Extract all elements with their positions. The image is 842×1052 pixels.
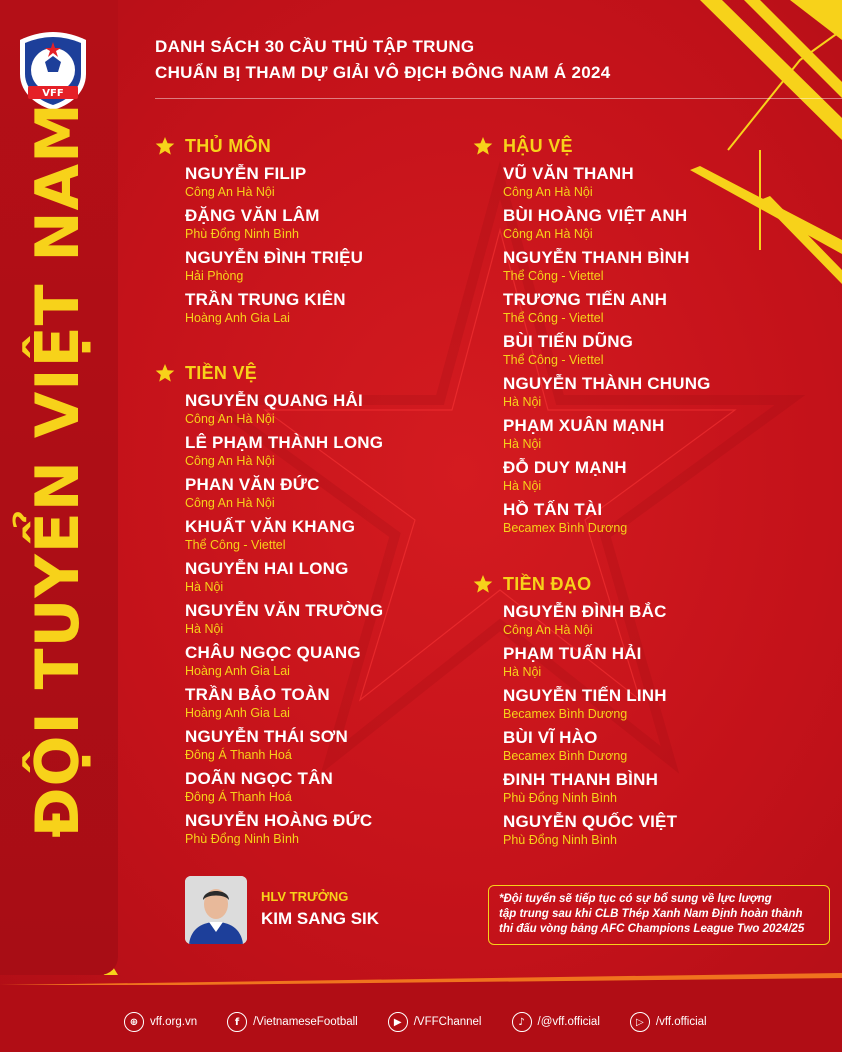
note-line-1: *Đội tuyển sẽ tiếp tục có sự bổ sung về lực lượng bbox=[499, 893, 772, 905]
social-text: /VFFChannel bbox=[413, 1016, 482, 1028]
player-name: TRẦN TRUNG KIÊN bbox=[185, 290, 346, 309]
player-item bbox=[503, 163, 711, 205]
player-name: HỒ TẤN TÀI bbox=[503, 500, 603, 519]
player-item bbox=[185, 642, 383, 684]
tiktok-icon: ♪ bbox=[512, 1012, 532, 1032]
player-name: NGUYỄN ĐÌNH TRIỆU bbox=[185, 248, 364, 267]
player-name: NGUYỄN THÁI SƠN bbox=[185, 727, 348, 746]
player-club: Phù Đổng Ninh Bình bbox=[185, 227, 299, 241]
player-name: NGUYỄN FILIP bbox=[185, 164, 307, 183]
player-club: Hà Nội bbox=[185, 622, 224, 636]
player-name: NGUYỄN VĂN TRƯỜNG bbox=[185, 601, 384, 620]
player-name: KHUẤT VĂN KHANG bbox=[185, 517, 356, 536]
youtube-icon: ▶ bbox=[388, 1012, 408, 1032]
social-text: /@vff.official bbox=[537, 1016, 600, 1028]
player-club: Công An Hà Nội bbox=[503, 623, 593, 637]
player-item bbox=[185, 205, 363, 247]
social-text: /VietnameseFootball bbox=[253, 1016, 358, 1028]
player-name: VŨ VĂN THANH bbox=[503, 164, 634, 183]
section-goalkeepers bbox=[155, 133, 363, 331]
player-name: TRẦN BẢO TOÀN bbox=[185, 685, 330, 704]
social-tiktok[interactable] bbox=[512, 1012, 600, 1032]
section-midfielders bbox=[155, 360, 383, 852]
head-coach bbox=[185, 876, 379, 944]
coach-name: KIM SANG SIK bbox=[261, 909, 380, 928]
header-divider bbox=[155, 98, 842, 99]
player-club: Thể Công - Viettel bbox=[503, 269, 604, 283]
note-line-2: tập trung sau khi CLB Thép Xanh Nam Định hoàn thành bbox=[499, 908, 803, 920]
player-club: Becamex Bình Dương bbox=[503, 749, 628, 763]
player-name: NGUYỄN HOÀNG ĐỨC bbox=[185, 811, 373, 830]
player-item bbox=[503, 643, 677, 685]
player-name: PHẠM XUÂN MẠNH bbox=[503, 416, 665, 435]
player-club: Phù Đổng Ninh Bình bbox=[503, 833, 617, 847]
player-item bbox=[503, 685, 677, 727]
player-name: DOÃN NGỌC TÂN bbox=[185, 769, 334, 788]
player-item bbox=[185, 810, 383, 852]
player-item bbox=[503, 601, 677, 643]
player-item bbox=[503, 331, 711, 373]
coach-photo bbox=[185, 876, 247, 944]
player-item bbox=[503, 769, 677, 811]
player-item bbox=[503, 499, 711, 541]
player-item bbox=[503, 811, 677, 853]
header-line-2: CHUẨN BỊ THAM DỰ GIẢI VÔ ĐỊCH ĐÔNG NAM Á 2024 bbox=[155, 63, 611, 82]
player-club: Hải Phòng bbox=[185, 269, 244, 283]
star-icon bbox=[473, 136, 493, 156]
vff-logo bbox=[16, 30, 90, 112]
player-name: NGUYỄN THANH BÌNH bbox=[503, 248, 690, 267]
player-name: NGUYỄN THÀNH CHUNG bbox=[503, 374, 711, 393]
player-club: Hà Nội bbox=[503, 437, 542, 451]
player-club: Hà Nội bbox=[503, 665, 542, 679]
social-youtube[interactable] bbox=[388, 1012, 482, 1032]
player-club: Hà Nội bbox=[503, 479, 542, 493]
star-icon bbox=[473, 574, 493, 594]
player-item bbox=[185, 289, 363, 331]
player-item bbox=[185, 247, 363, 289]
player-club: Đông Á Thanh Hoá bbox=[185, 748, 292, 762]
player-club: Thể Công - Viettel bbox=[503, 311, 604, 325]
facebook-icon: f bbox=[227, 1012, 247, 1032]
player-item bbox=[185, 390, 383, 432]
coach-label: HLV TRƯỞNG bbox=[261, 889, 349, 904]
player-item bbox=[185, 516, 383, 558]
player-club: Thể Công - Viettel bbox=[185, 538, 286, 552]
header bbox=[155, 34, 610, 86]
player-club: Công An Hà Nội bbox=[185, 412, 275, 426]
player-club: Công An Hà Nội bbox=[503, 227, 593, 241]
player-item bbox=[185, 474, 383, 516]
player-item bbox=[503, 247, 711, 289]
player-name: CHÂU NGỌC QUANG bbox=[185, 643, 361, 662]
fptplay-icon: ▷ bbox=[630, 1012, 650, 1032]
player-club: Hoàng Anh Gia Lai bbox=[185, 664, 290, 678]
logo-text: VFF bbox=[42, 88, 64, 99]
section-forwards bbox=[473, 571, 677, 853]
player-name: PHAN VĂN ĐỨC bbox=[185, 475, 320, 494]
player-item bbox=[503, 289, 711, 331]
section-defenders bbox=[473, 133, 711, 541]
player-item bbox=[185, 163, 363, 205]
player-item bbox=[185, 600, 383, 642]
player-name: ĐỖ DUY MẠNH bbox=[503, 458, 627, 477]
player-item bbox=[503, 727, 677, 769]
squad-note bbox=[488, 885, 830, 945]
section-title: THỦ MÔN bbox=[185, 135, 272, 156]
player-name: NGUYỄN ĐÌNH BẮC bbox=[503, 602, 667, 621]
player-name: BÙI TIẾN DŨNG bbox=[503, 332, 634, 351]
player-name: NGUYỄN QUỐC VIỆT bbox=[503, 812, 678, 831]
player-club: Becamex Bình Dương bbox=[503, 707, 628, 721]
player-club: Công An Hà Nội bbox=[185, 185, 275, 199]
player-club: Phù Đổng Ninh Bình bbox=[503, 791, 617, 805]
player-item bbox=[185, 726, 383, 768]
social-facebook[interactable] bbox=[227, 1012, 358, 1032]
player-club: Phù Đổng Ninh Bình bbox=[185, 832, 299, 846]
player-name: BÙI VĨ HÀO bbox=[503, 728, 598, 747]
section-title: TIỀN ĐẠO bbox=[503, 573, 592, 594]
player-club: Thể Công - Viettel bbox=[503, 353, 604, 367]
player-item bbox=[185, 684, 383, 726]
star-icon bbox=[155, 363, 175, 383]
player-club: Hoàng Anh Gia Lai bbox=[185, 706, 290, 720]
player-name: ĐẶNG VĂN LÂM bbox=[185, 206, 320, 225]
player-name: TRƯƠNG TIẾN ANH bbox=[503, 290, 668, 309]
player-item bbox=[503, 415, 711, 457]
player-item bbox=[503, 205, 711, 247]
player-name: BÙI HOÀNG VIỆT ANH bbox=[503, 206, 688, 225]
player-club: Công An Hà Nội bbox=[185, 496, 275, 510]
header-line-1: DANH SÁCH 30 CẦU THỦ TẬP TRUNG bbox=[155, 37, 475, 56]
player-club: Hà Nội bbox=[503, 395, 542, 409]
player-club: Becamex Bình Dương bbox=[503, 521, 628, 535]
social-website[interactable] bbox=[124, 1012, 197, 1032]
vertical-title: ĐỘI TUYỂN VIỆT NAM bbox=[23, 102, 93, 838]
player-club: Công An Hà Nội bbox=[503, 185, 593, 199]
player-item bbox=[185, 558, 383, 600]
player-club: Đông Á Thanh Hoá bbox=[185, 790, 292, 804]
player-name: NGUYỄN TIẾN LINH bbox=[503, 686, 667, 705]
player-name: PHẠM TUẤN HẢI bbox=[503, 644, 642, 663]
player-name: LÊ PHẠM THÀNH LONG bbox=[185, 433, 384, 452]
player-name: NGUYỄN QUANG HẢI bbox=[185, 391, 363, 410]
player-club: Hoàng Anh Gia Lai bbox=[185, 311, 290, 325]
star-icon bbox=[155, 136, 175, 156]
social-text: vff.org.vn bbox=[150, 1016, 198, 1028]
player-name: ĐINH THANH BÌNH bbox=[503, 770, 659, 789]
note-line-3: thi đấu vòng bảng AFC Champions League Two 2024/25 bbox=[499, 923, 805, 935]
player-name: NGUYỄN HAI LONG bbox=[185, 559, 349, 578]
player-club: Hà Nội bbox=[185, 580, 224, 594]
player-item bbox=[185, 768, 383, 810]
player-club: Công An Hà Nội bbox=[185, 454, 275, 468]
player-item bbox=[503, 373, 711, 415]
social-text: /vff.official bbox=[655, 1016, 707, 1028]
section-title: HẬU VỆ bbox=[503, 135, 573, 156]
social-fptplay[interactable] bbox=[630, 1012, 707, 1032]
social-links bbox=[124, 1012, 707, 1032]
player-item bbox=[503, 457, 711, 499]
globe-icon: ⊕ bbox=[124, 1012, 144, 1032]
player-item bbox=[185, 432, 383, 474]
section-title: TIỀN VỆ bbox=[185, 362, 258, 383]
